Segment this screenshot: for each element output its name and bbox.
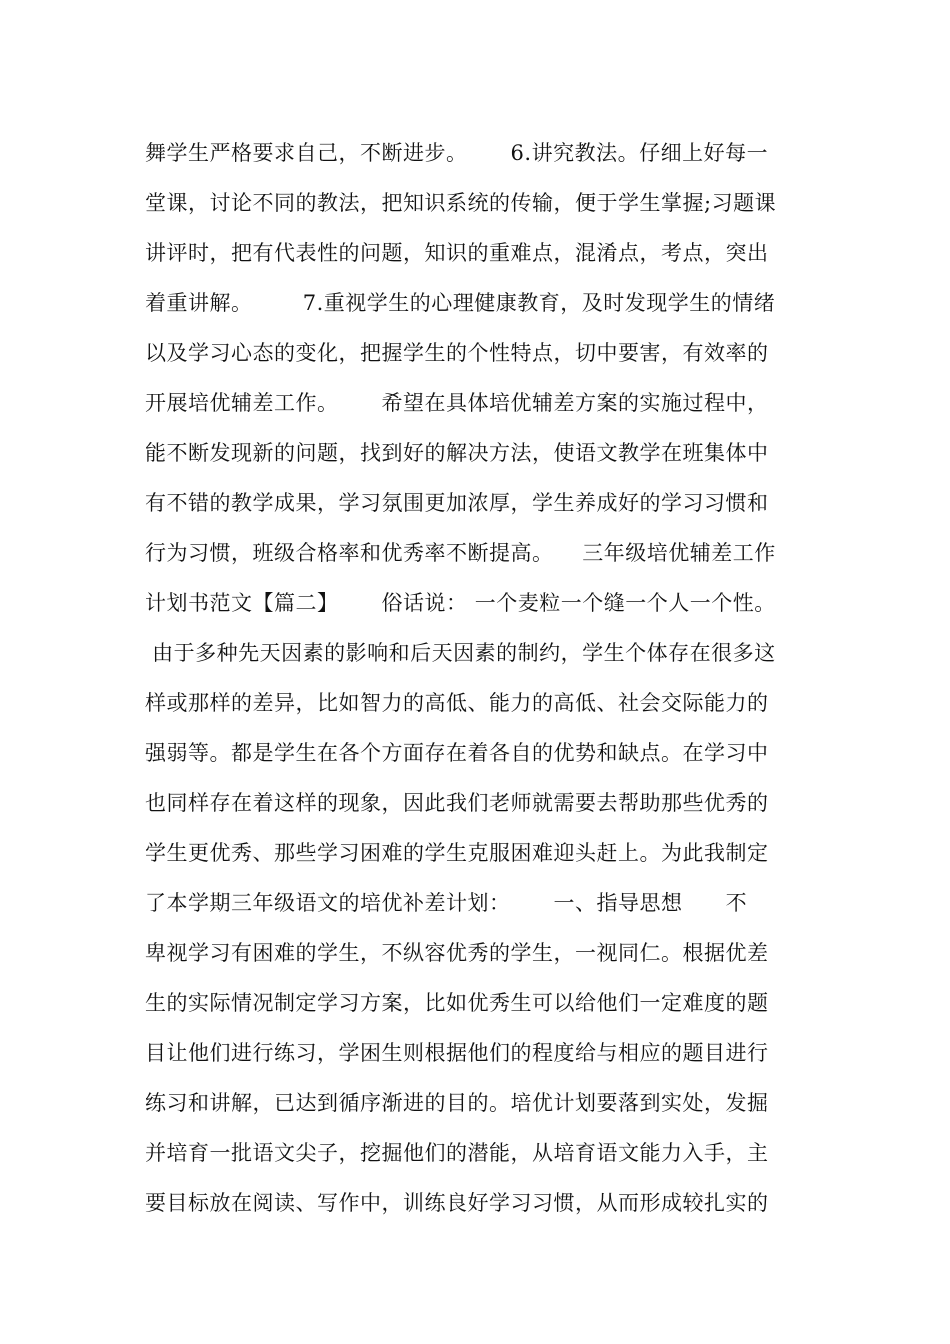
text-line-14: 也同样存在着这样的现象，因此我们老师就需要去帮助那些优秀的 — [145, 791, 769, 815]
text-line-1: 舞学生严格要求自己，不断进步。 6.讲究教法。仔细上好每一 — [145, 141, 769, 165]
text-line-13: 强弱等。都是学生在各个方面存在着各自的优势和缺点。在学习中 — [145, 741, 769, 765]
text-line-5: 以及学习心态的变化，把握学生的个性特点，切中要害，有效率的 — [145, 341, 769, 365]
text-line-8: 有不错的教学成果，学习氛围更加浓厚，学生养成好的学习习惯和 — [145, 491, 769, 515]
text-line-22: 要目标放在阅读、写作中，训练良好学习习惯，从而形成较扎实的 — [145, 1191, 769, 1215]
text-line-15: 学生更优秀、那些学习困难的学生克服困难迎头赶上。为此我制定 — [145, 841, 769, 865]
text-line-21: 并培育一批语文尖子，挖掘他们的潜能，从培育语文能力入手，主 — [145, 1141, 769, 1165]
text-line-9: 行为习惯，班级合格率和优秀率不断提高。 三年级培优辅差工作 — [145, 541, 776, 565]
text-line-12: 样或那样的差异，比如智力的高低、能力的高低、社会交际能力的 — [145, 691, 769, 715]
body-text — [145, 128, 825, 1228]
text-line-6: 开展培优辅差工作。 希望在具体培优辅差方案的实施过程中， — [145, 391, 769, 415]
text-line-16: 了本学期三年级语文的培优补差计划： 一、指导思想 不 — [145, 891, 748, 915]
text-line-7: 能不断发现新的问题，找到好的解决方法，使语文教学在班集体中 — [145, 441, 769, 465]
text-line-2: 堂课，讨论不同的教法，把知识系统的传输，便于学生掌握;习题课 — [145, 191, 777, 215]
text-line-19: 目让他们进行练习，学困生则根据他们的程度给与相应的题目进行 — [145, 1041, 769, 1065]
text-line-10: 计划书范文【篇二】 俗话说： 一个麦粒一个缝一个人一个性。 — [145, 591, 776, 615]
text-line-18: 生的实际情况制定学习方案，比如优秀生可以给他们一定难度的题 — [145, 991, 769, 1015]
text-line-4: 着重讲解。 7.重视学生的心理健康教育，及时发现学生的情绪 — [145, 291, 776, 315]
text-line-3: 讲评时，把有代表性的问题，知识的重难点，混淆点，考点，突出 — [145, 241, 769, 265]
text-line-11: 由于多种先天因素的影响和后天因素的制约，学生个体存在很多这 — [145, 641, 776, 665]
text-line-20: 练习和讲解，已达到循序渐进的目的。培优计划要落到实处，发掘 — [145, 1091, 769, 1115]
text-line-17: 卑视学习有困难的学生，不纵容优秀的学生，一视同仁。根据优差 — [145, 941, 769, 965]
